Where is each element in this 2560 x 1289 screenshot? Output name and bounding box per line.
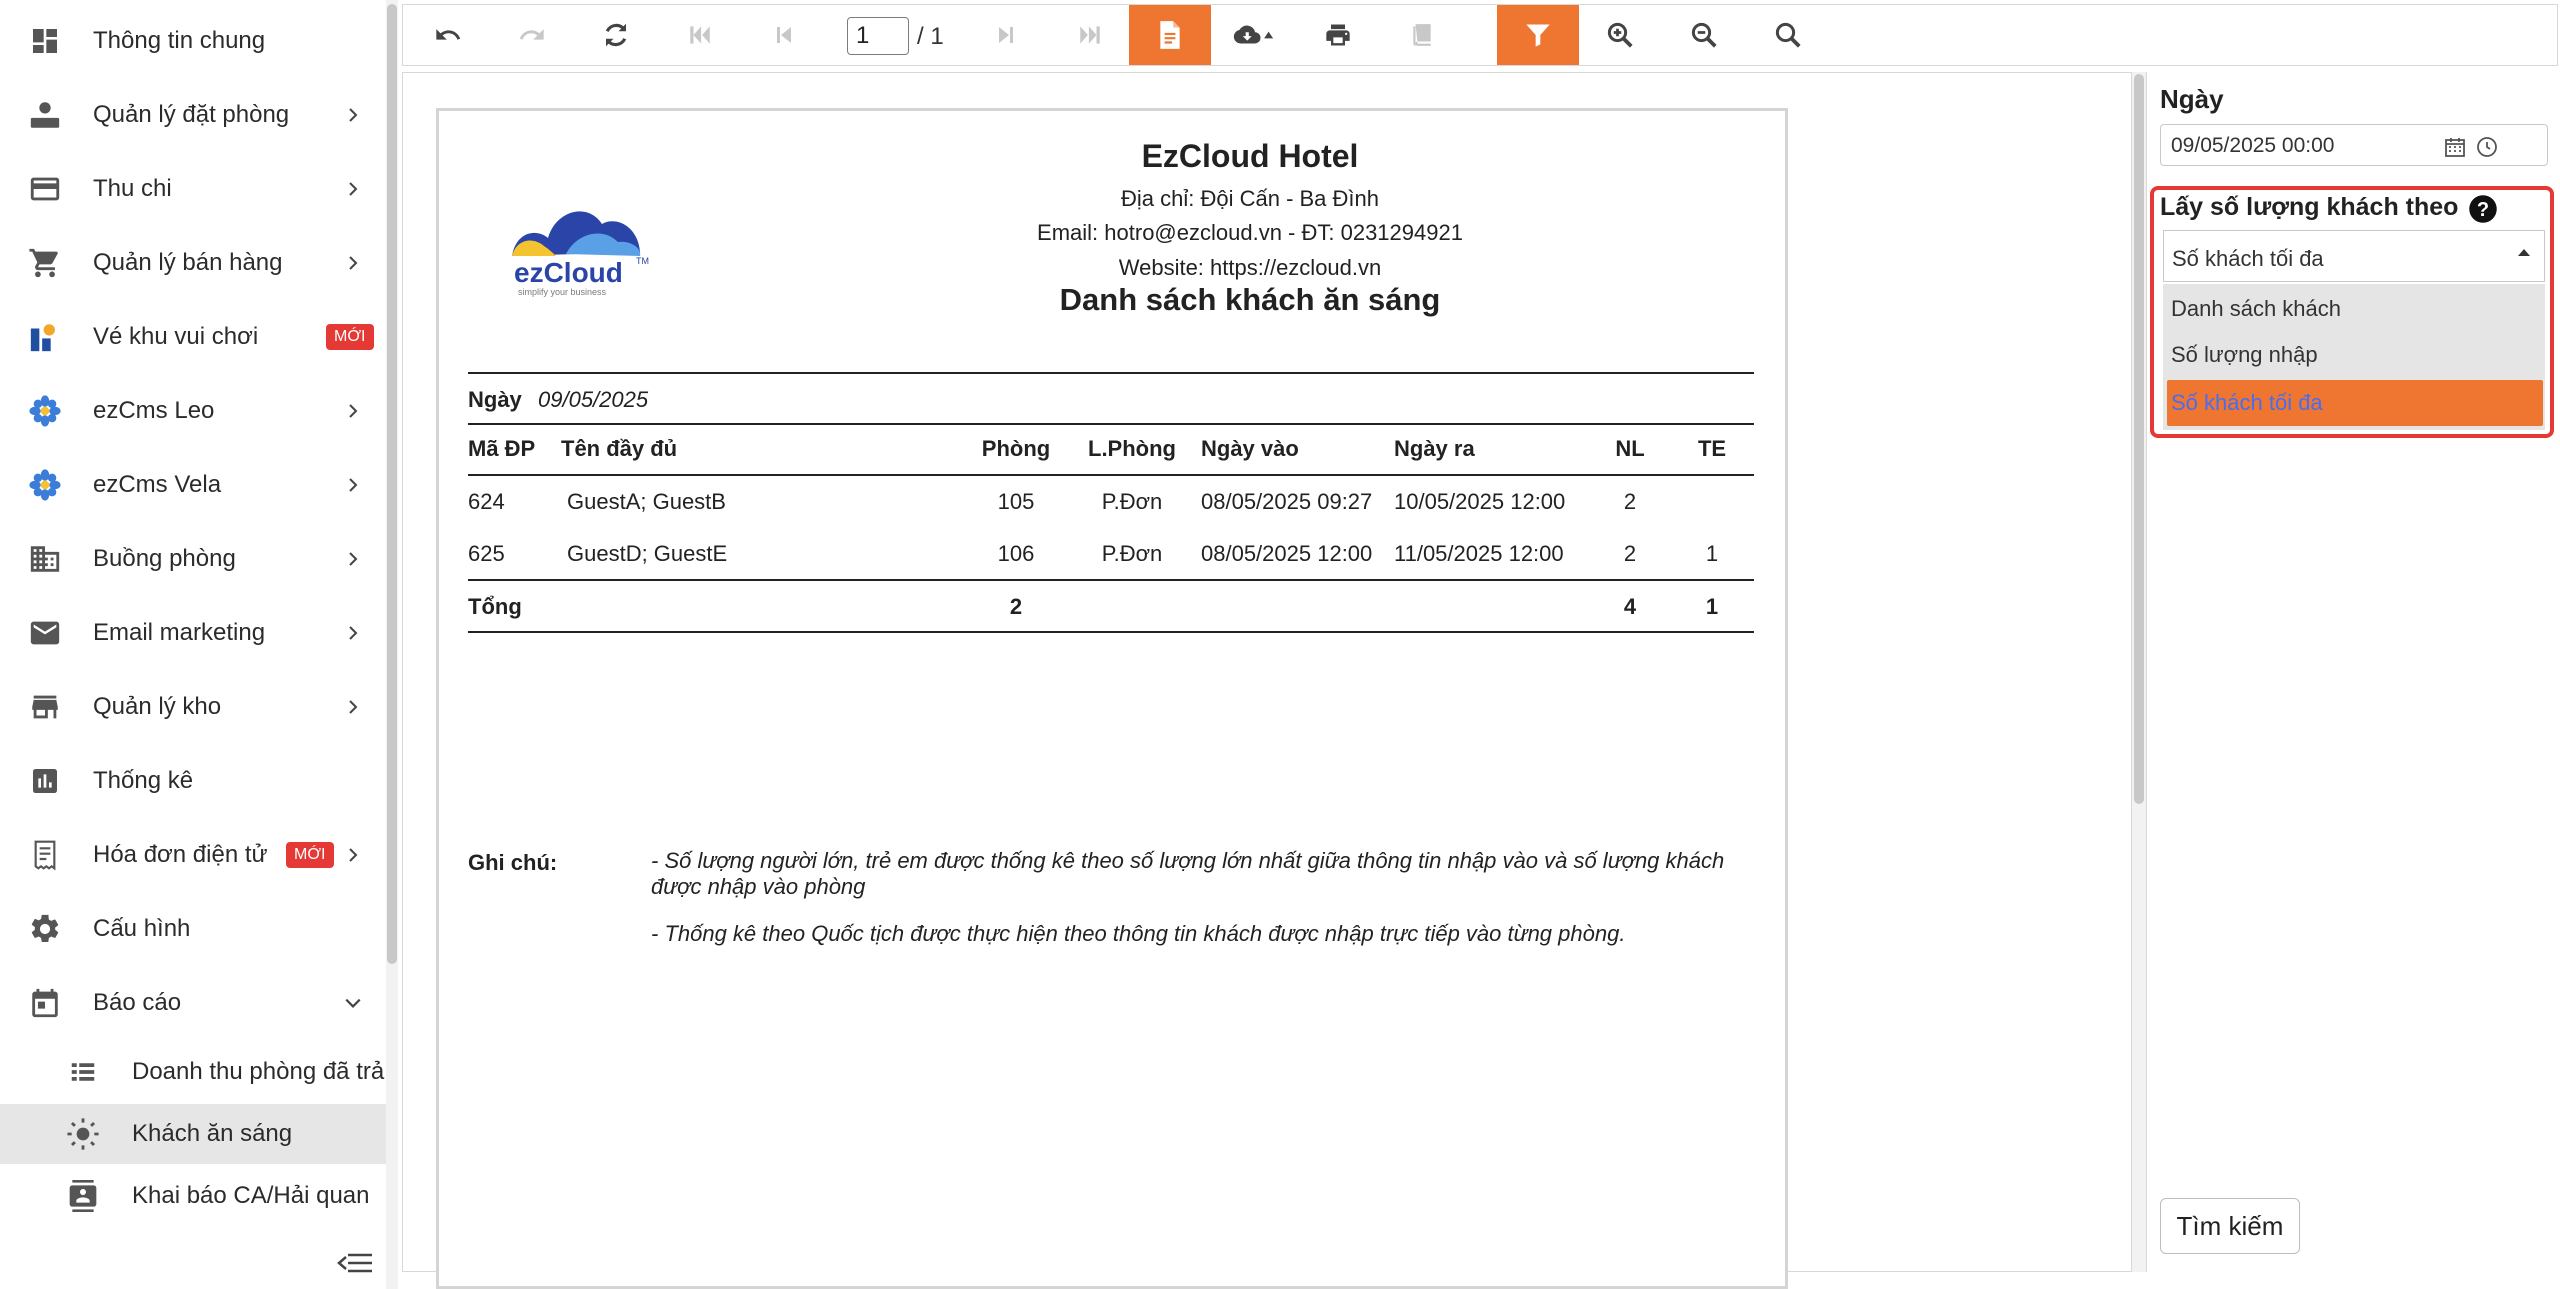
column-header: Tên đầy đủ (561, 436, 678, 461)
printer-icon (1324, 21, 1352, 49)
next-page-button[interactable] (965, 5, 1047, 65)
last-page-icon (1075, 22, 1105, 48)
chevron-right-icon (342, 474, 364, 496)
zoom-in-button[interactable] (1579, 5, 1661, 65)
search-report-button[interactable] (1747, 5, 1829, 65)
list-icon (66, 1055, 100, 1089)
scrollbar-thumb[interactable] (387, 4, 397, 964)
sidebar-item-hoa-don-dien-tu[interactable] (0, 818, 386, 892)
total-adults: 4 (1623, 594, 1637, 619)
total-rooms: 2 (1009, 594, 1023, 619)
chevron-right-icon (342, 104, 364, 126)
undo-button[interactable] (407, 5, 489, 65)
chevron-right-icon (342, 400, 364, 422)
new-badge: MỚI (286, 842, 334, 868)
table-cell: 11/05/2025 12:00 (1394, 541, 1564, 566)
sidebar-item-label: Email marketing (93, 619, 266, 646)
sidebar-subitem-khai-bao-ca[interactable] (0, 1166, 386, 1226)
sidebar-item-label: Quản lý đặt phòng (93, 101, 290, 128)
sidebar-item-label: Quản lý bán hàng (93, 249, 283, 276)
print-button[interactable] (1297, 5, 1379, 65)
filter-button[interactable] (1497, 5, 1579, 65)
sidebar-item-label: Vé khu vui chơi (93, 323, 259, 350)
dropdown-option[interactable]: Danh sách khách (2171, 296, 2341, 321)
first-page-icon (685, 22, 715, 48)
total-label: Tổng (468, 594, 522, 619)
svg-text:?: ? (2476, 198, 2490, 221)
column-header: Ngày vào (1201, 436, 1299, 461)
total-children: 1 (1705, 594, 1719, 619)
dashboard-icon (28, 24, 62, 58)
sidebar-item-ezcms-vela[interactable] (0, 448, 386, 522)
download-button[interactable] (1213, 5, 1295, 65)
table-cell: GuestD; GuestE (567, 541, 728, 566)
panel-divider (2146, 72, 2147, 1272)
vela-flower-icon (28, 468, 62, 502)
sidebar-item-label: Báo cáo (93, 989, 182, 1016)
date-value: 09/05/2025 (538, 387, 649, 412)
sidebar (0, 0, 386, 1289)
clock-icon[interactable] (2475, 135, 2499, 159)
receipt-icon (28, 838, 62, 872)
sidebar-subitem-khach-an-sang[interactable] (0, 1104, 386, 1164)
chevron-right-icon (342, 178, 364, 200)
hotel-contact: Email: hotro@ezcloud.vn - ĐT: 0231294921 (1037, 220, 1463, 245)
sidebar-item-quan-ly-ban-hang[interactable] (0, 226, 386, 300)
sidebar-item-label: ezCms Leo (93, 397, 215, 424)
collapse-sidebar-icon[interactable] (336, 1250, 374, 1276)
sidebar-item-email-marketing[interactable] (0, 596, 386, 670)
divider (468, 579, 1754, 581)
table-cell: 1 (1705, 541, 1719, 566)
hotel-website: Website: https://ezcloud.vn (1118, 255, 1382, 280)
table-cell: 2 (1623, 541, 1637, 566)
logo-text: ezCloud (514, 257, 623, 288)
cloud-download-icon (1227, 21, 1281, 49)
hotel-address: Địa chỉ: Đội Cấn - Ba Đình (1121, 186, 1379, 211)
column-header: Ngày ra (1394, 436, 1475, 461)
search-icon (1773, 20, 1803, 50)
sidebar-scrollbar[interactable] (386, 0, 398, 1289)
book-icon (1409, 22, 1435, 48)
new-badge: MỚI (326, 324, 374, 350)
divider (468, 423, 1754, 425)
chevron-down-icon (342, 992, 364, 1014)
leo-flower-icon (28, 394, 62, 428)
prev-page-button[interactable] (743, 5, 825, 65)
help-icon[interactable] (2468, 194, 2498, 224)
sidebar-item-cau-hinh[interactable] (0, 892, 386, 966)
gear-icon (28, 912, 62, 946)
document-view-button[interactable] (1129, 5, 1211, 65)
sidebar-subitem-label: Khai báo CA/Hải quan (132, 1182, 370, 1209)
date-filter-label: Ngày (2160, 84, 2224, 114)
refresh-button[interactable] (575, 5, 657, 65)
date-filter-value: 09/05/2025 00:00 (2171, 134, 2335, 157)
sidebar-item-thu-chi[interactable] (0, 152, 386, 226)
sidebar-item-ve-khu-vui-choi[interactable] (0, 300, 386, 374)
redo-button[interactable] (491, 5, 573, 65)
sidebar-item-label: ezCms Vela (93, 471, 222, 498)
logo-tagline: simplify your business (518, 287, 607, 297)
page-number-input[interactable]: 1 (847, 17, 909, 55)
redo-icon (516, 21, 548, 49)
sidebar-item-ezcms-leo[interactable] (0, 374, 386, 448)
column-header: NL (1615, 436, 1645, 461)
divider (468, 372, 1754, 374)
chevron-right-icon (342, 548, 364, 570)
next-page-icon (994, 22, 1018, 48)
report-toolbar (402, 4, 2558, 66)
sidebar-item-label: Thu chi (93, 175, 172, 202)
report-title: Danh sách khách ăn sáng (1059, 282, 1441, 317)
cart-icon (28, 246, 62, 280)
refresh-icon (601, 20, 631, 50)
sidebar-item-quan-ly-dat-phong[interactable] (0, 78, 386, 152)
dropdown-option[interactable]: Số lượng nhập (2171, 342, 2318, 367)
table-cell: P.Đơn (1101, 489, 1163, 514)
zoom-in-icon (1605, 20, 1635, 50)
table-cell: 08/05/2025 12:00 (1201, 541, 1373, 566)
table-cell: GuestA; GuestB (567, 489, 726, 514)
table-cell: P.Đơn (1101, 541, 1163, 566)
first-page-button[interactable] (659, 5, 741, 65)
logo-trademark: TM (636, 256, 649, 266)
chevron-right-icon (342, 622, 364, 644)
chevron-right-icon (342, 844, 364, 866)
guest-count-dropdown (2163, 284, 2545, 430)
caret-up-icon (2514, 243, 2534, 263)
bar-chart-icon (28, 764, 62, 798)
filter-icon (1524, 21, 1552, 49)
sidebar-item-bao-cao[interactable] (0, 966, 386, 1040)
column-header: L.Phòng (1088, 436, 1176, 461)
page-total: / 1 (917, 23, 944, 50)
sidebar-item-label: Cấu hình (93, 915, 191, 942)
hotel-name: EzCloud Hotel (1141, 138, 1359, 174)
sidebar-subitem-doanh-thu-phong[interactable] (0, 1042, 386, 1102)
date-label: Ngày (468, 387, 522, 412)
chevron-right-icon (342, 696, 364, 718)
ezcloud-logo (506, 196, 656, 306)
table-cell: 10/05/2025 12:00 (1394, 489, 1566, 514)
zoom-out-icon (1689, 20, 1719, 50)
document-icon (1157, 20, 1183, 50)
chevron-right-icon (342, 252, 364, 274)
sidebar-item-thong-ke[interactable] (0, 744, 386, 818)
credit-card-icon (28, 172, 62, 206)
building-icon (28, 542, 62, 576)
undo-icon (432, 21, 464, 49)
note-text: - Thống kê theo Quốc tịch được thực hiện theo thông tin khách được nhập trực tiếp vào từng phòng. (651, 921, 1626, 946)
table-cell: 105 (997, 489, 1035, 514)
table-cell: 625 (468, 541, 505, 566)
contact-card-icon (66, 1179, 100, 1213)
table-cell: 106 (997, 541, 1035, 566)
dropdown-option-selected[interactable]: Số khách tối đa (2167, 380, 2543, 426)
reception-icon (28, 98, 62, 132)
table-cell: 624 (468, 489, 505, 514)
column-header: Mã ĐP (468, 436, 536, 461)
date-filter-input[interactable] (2160, 124, 2548, 166)
column-header: TE (1697, 436, 1727, 461)
sidebar-item-label: Thông tin chung (93, 27, 266, 54)
scrollbar-thumb[interactable] (2134, 74, 2144, 804)
last-page-button[interactable] (1049, 5, 1131, 65)
zoom-out-button[interactable] (1663, 5, 1745, 65)
prev-page-icon (772, 22, 796, 48)
divider (468, 474, 1754, 476)
guest-count-label: Lấy số lượng khách theo (2160, 193, 2459, 221)
store-icon (28, 690, 62, 724)
column-header: Phòng (981, 436, 1051, 461)
sidebar-subitem-label: Doanh thu phòng đã trả (132, 1058, 385, 1085)
sun-icon (66, 1117, 100, 1151)
sidebar-subitem-label: Khách ăn sáng (132, 1120, 293, 1147)
ticket-app-icon (28, 320, 62, 354)
sidebar-item-label: Quản lý kho (93, 693, 222, 720)
book-view-button[interactable] (1381, 5, 1463, 65)
mail-icon (28, 616, 62, 650)
sidebar-item-buong-phong[interactable] (0, 522, 386, 596)
sidebar-item-thong-tin-chung[interactable] (0, 4, 386, 78)
note-text: - Số lượng người lớn, trẻ em được thống kê theo số lượng lớn nhất giữa thông tin nhập vào và số lượng khách được nhập vào phòng (651, 848, 1725, 899)
table-cell: 08/05/2025 09:27 (1201, 489, 1373, 514)
sidebar-item-label: Buồng phòng (93, 545, 236, 572)
calendar-icon[interactable] (2443, 135, 2467, 159)
guest-count-select[interactable] (2163, 230, 2545, 282)
calendar-report-icon (28, 986, 62, 1020)
table-cell: 2 (1623, 489, 1637, 514)
sidebar-item-label: Thống kê (93, 767, 194, 794)
viewer-scrollbar[interactable] (2132, 72, 2146, 1272)
search-button[interactable]: Tìm kiếm (2160, 1198, 2300, 1254)
divider (468, 631, 1754, 633)
sidebar-item-quan-ly-kho[interactable] (0, 670, 386, 744)
note-label: Ghi chú: (468, 850, 558, 875)
guest-count-selected: Số khách tối đa (2172, 246, 2324, 271)
sidebar-item-label: Hóa đơn điện tử (93, 841, 268, 868)
